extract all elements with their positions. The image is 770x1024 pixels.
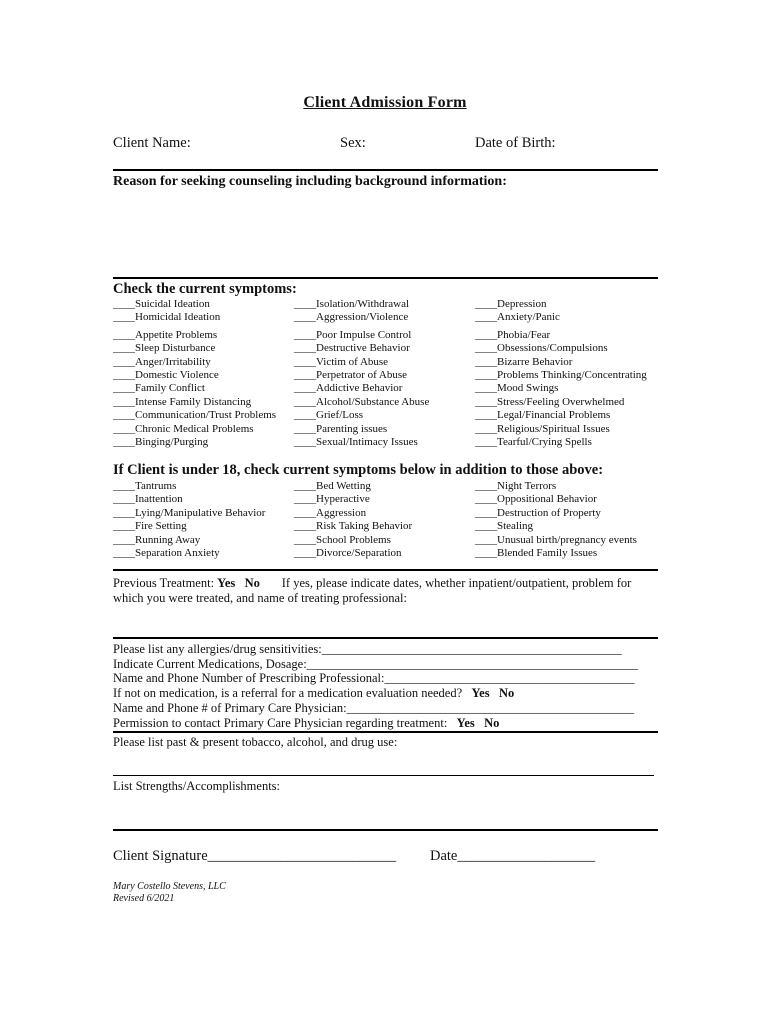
divider [113,637,658,639]
symptom-item[interactable]: ____Sleep Disturbance [113,342,216,355]
symptom-item[interactable]: ____Phobia/Fear [475,328,551,341]
symptom-item[interactable]: ____Divorce/Separation [294,547,402,560]
prescriber-field[interactable]: Name and Phone Number of Prescribing Professional:________________________________________ [113,671,635,686]
referral-question [113,686,638,701]
symptom-item[interactable]: ____Binging/Purging [113,436,209,449]
dob-label: Date of Birth: [475,135,556,151]
referral-yes[interactable]: Yes [471,686,490,701]
minor-symptoms-heading: If Client is under 18, check current symptoms below in addition to those above: [113,462,604,478]
divider [113,169,658,171]
symptom-item[interactable]: ____Legal/Financial Problems [475,409,611,422]
form-title: Client Admission Form [303,94,467,111]
medical-section [113,642,638,730]
previous-treatment [113,576,631,591]
symptom-item[interactable]: ____Sexual/Intimacy Issues [294,436,418,449]
symptom-item[interactable]: ____School Problems [294,533,391,546]
previous-treatment-text-2: which you were treated, and name of treating professional: [113,591,407,605]
symptom-item[interactable]: ____Oppositional Behavior [475,493,597,506]
symptom-item[interactable]: ____Homicidal Ideation [113,311,221,324]
symptom-item[interactable]: ____Aggression [294,506,367,519]
symptom-item[interactable]: ____Parenting issues [294,422,388,435]
symptoms-column-1 [113,298,276,449]
symptom-item[interactable]: ____Anxiety/Panic [475,311,560,324]
permission-question [113,716,638,731]
signature-date-field[interactable]: Date___________________ [430,848,596,864]
symptom-item[interactable]: ____Family Conflict [113,382,205,395]
symptoms-column-2 [294,298,429,449]
minor-symptoms-column-2 [294,480,412,560]
symptom-item[interactable]: ____Religious/Spiritual Issues [475,422,610,435]
footer [113,881,226,905]
symptom-item[interactable]: ____Destructive Behavior [294,342,410,355]
strengths-label: List Strengths/Accomplishments: [113,779,281,793]
symptom-item[interactable]: ____Hyperactive [294,493,370,506]
minor-symptoms-column-1 [113,480,265,560]
divider [113,277,658,279]
symptom-item[interactable]: ____Lying/Manipulative Behavior [113,506,266,519]
symptom-item[interactable]: ____Victim of Abuse [294,355,389,368]
symptom-item[interactable]: ____Inattention [113,493,183,506]
symptom-item[interactable]: ____Appetite Problems [113,328,218,341]
divider [113,569,658,571]
symptom-item[interactable]: ____Mood Swings [475,382,559,395]
client-signature-field[interactable]: Client Signature__________________________ [113,848,397,864]
referral-label: If not on medication, is a referral for a medication evaluation needed? [113,686,463,701]
medications-field[interactable]: Indicate Current Medications, Dosage:_____________________________________________________ [113,656,638,671]
permission-label: Permission to contact Primary Care Physician regarding treatment: [113,715,448,730]
symptom-item[interactable]: ____Obsessions/Compulsions [475,342,608,355]
symptom-item[interactable]: ____Isolation/Withdrawal [294,298,410,310]
symptom-item[interactable]: ____Alcohol/Substance Abuse [294,395,430,408]
symptom-item[interactable]: ____Unusual birth/pregnancy events [475,533,637,546]
referral-no[interactable]: No [498,686,515,701]
symptom-item[interactable]: ____Running Away [113,533,201,546]
permission-no[interactable]: No [484,715,500,730]
previous-treatment-yes[interactable]: Yes [217,576,236,590]
client-name-label: Client Name: [113,135,191,151]
allergies-field[interactable]: Please list any allergies/drug sensitivities:________________________________________________ [113,642,622,656]
previous-treatment-text: If yes, please indicate dates, whether inpatient/outpatient, problem for [281,576,632,590]
symptom-item[interactable]: ____Addictive Behavior [294,382,403,395]
divider [113,775,654,776]
sex-label: Sex: [340,135,366,151]
symptom-item[interactable]: ____Poor Impulse Control [294,328,412,341]
symptom-item[interactable]: ____Chronic Medical Problems [113,422,254,435]
symptom-item[interactable]: ____Tearful/Crying Spells [475,436,592,449]
permission-yes[interactable]: Yes [456,715,475,730]
symptom-item[interactable]: ____Fire Setting [113,520,187,533]
symptoms-heading: Check the current symptoms: [113,281,297,297]
symptom-item[interactable]: ____Perpetrator of Abuse [294,369,408,382]
symptom-item[interactable]: ____Bed Wetting [294,480,371,492]
footer-company: Mary Costello Stevens, LLC [113,881,226,892]
divider [113,731,658,733]
symptom-item[interactable]: ____Domestic Violence [113,369,219,382]
symptom-item[interactable]: ____Suicidal Ideation [113,298,210,310]
symptom-item[interactable]: ____Stress/Feeling Overwhelmed [475,395,625,408]
symptoms-column-3 [475,298,647,449]
substance-use-label: Please list past & present tobacco, alcohol, and drug use: [113,735,398,749]
symptom-item[interactable]: ____Intense Family Distancing [113,395,252,408]
divider [113,829,658,831]
symptom-item[interactable]: ____Grief/Loss [294,409,364,422]
previous-treatment-no[interactable]: No [244,576,260,590]
symptom-item[interactable]: ____Stealing [475,520,534,533]
symptom-item[interactable]: ____Destruction of Property [475,506,601,519]
previous-treatment-label: Previous Treatment: [113,576,215,590]
symptom-item[interactable]: ____Bizarre Behavior [475,355,573,368]
symptom-item[interactable]: ____Anger/Irritability [113,355,211,368]
minor-symptoms-column-3 [475,480,637,560]
symptom-item[interactable]: ____Risk Taking Behavior [294,520,413,533]
symptom-item[interactable]: ____Aggression/Violence [294,311,409,324]
footer-revision: Revised 6/2021 [113,893,175,904]
symptom-item[interactable]: ____Communication/Trust Problems [113,409,277,422]
symptom-item[interactable]: ____Night Terrors [475,480,557,492]
pcp-field[interactable]: Name and Phone # of Primary Care Physician:______________________________________________ [113,700,635,715]
symptom-item[interactable]: ____Separation Anxiety [113,547,220,560]
symptom-item[interactable]: ____Blended Family Issues [475,547,598,560]
symptom-item[interactable]: ____Problems Thinking/Concentrating [475,369,647,382]
reason-label: Reason for seeking counseling including background information: [113,174,507,189]
symptom-item[interactable]: ____Depression [475,298,547,310]
symptom-item[interactable]: ____Tantrums [113,480,177,492]
